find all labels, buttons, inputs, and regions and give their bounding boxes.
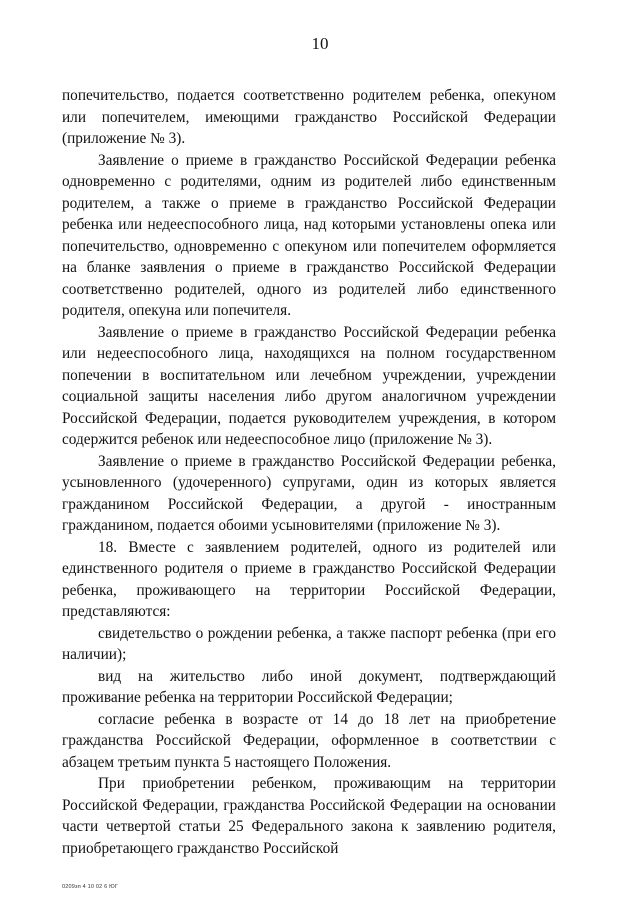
paragraph-article-25: При приобретении ребенком, проживающим на территории Российской Федерации, гражданства Российской Федерации на основании части четвертой статьи 25 Федерального закона к заявлению родителя, приобретающего гражданство Российской — [62, 775, 556, 857]
paragraph-residence-permit: вид на жительство либо иной документ, подтверждающий проживание ребенка на территории Российской Федерации; — [62, 667, 556, 706]
paragraph-child-consent: согласие ребенка в возрасте от 14 до 18 лет на приобретение гражданства Российской Федерации, оформленное в соответствии с абзацем третьим пункта 5 настоящего Положения. — [62, 710, 556, 771]
paragraph-continuation: попечительство, подается соответственно родителем ребенка, опекуном или попечителем, имеющими гражданство Российской Федерации (приложение № 3). — [62, 87, 556, 147]
document-body — [62, 85, 556, 859]
paragraph-item-18: 18. Вместе с заявлением родителей, одного из родителей или единственного родителя о приеме в гражданство Российской Федерации ребенка, проживающего на территории Российской Федерации, представляются: — [62, 538, 556, 620]
paragraph-birth-certificate: свидетельство о рождении ребенка, а также паспорт ребенка (при его наличии); — [62, 624, 556, 663]
footer-document-code: 0209зп 4 10 02 6 ЮГ — [62, 884, 119, 890]
paragraph-state-care-application: Заявление о приеме в гражданство Российской Федерации ребенка или недееспособного лица, находящихся на полном государственном попечении в воспитательном или лечебном учреждении, учреждении социальной защиты населения либо другом аналогичном учреждении Российской Федерации, подается руководителем учреждения, в котором содержится ребенок или недееспособное лицо (приложение № 3). — [62, 323, 556, 448]
paragraph-joint-application: Заявление о приеме в гражданство Российской Федерации ребенка одновременно с родителями, одним из родителей либо единственным родителем, а также о приеме в гражданство Российской Федерации ребенка или недееспособного лица, над которыми установлены опека или попечительство, одновременно с опекуном или попечителем оформляется на бланке заявления о приеме в гражданство Российской Федерации соответственно родителей, одного из родителей либо единственного родителя, опекуна или попечителя. — [62, 151, 556, 319]
paragraph-adopted-child-application: Заявление о приеме в гражданство Российской Федерации ребенка, усыновленного (удочеренного) супругами, один из которых является гражданином Российской Федерации, а другой - иностранным гражданином, подается обоими усыновителями (приложение № 3). — [62, 452, 556, 534]
page-number: 10 — [311, 34, 329, 53]
